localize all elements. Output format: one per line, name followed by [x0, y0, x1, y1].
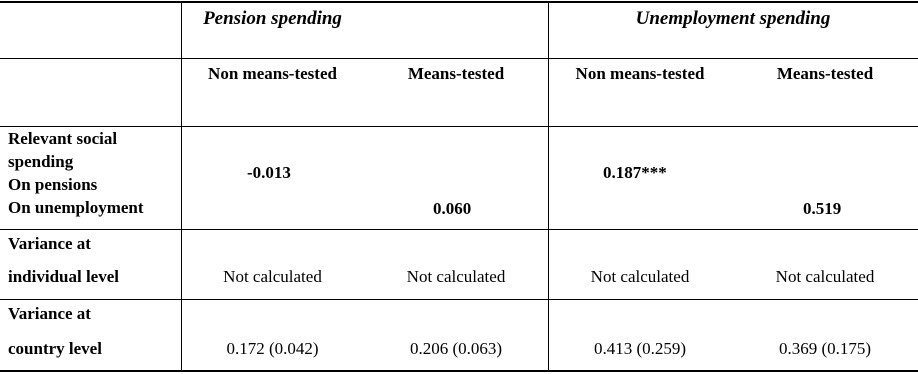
row-label-variance-country-line2: country level: [8, 339, 102, 358]
column-divider-label: [181, 2, 182, 371]
cell-variance-country-unemp-non-means: 0.413 (0.259): [593, 339, 687, 358]
cell-variance-individual-unemp-non-means: Not calculated: [590, 267, 690, 286]
cell-variance-country-pension-means: 0.206 (0.063): [409, 339, 503, 358]
subheader-unemp-means: Means-tested: [776, 64, 874, 83]
cell-relevant-pension-means: 0.060: [433, 199, 472, 218]
group-header-unemployment: Unemployment spending: [635, 8, 831, 29]
group-header-pension: Pension spending: [203, 8, 342, 29]
top-rule: [0, 1, 918, 3]
column-divider-groups: [548, 2, 549, 371]
rule-below-subheader: [0, 126, 918, 127]
subheader-pension-means: Means-tested: [407, 64, 505, 83]
cell-variance-individual-unemp-means: Not calculated: [775, 267, 875, 286]
subheader-unemp-non-means: Non means-tested: [575, 64, 705, 83]
row-label-relevant-line4: On unemployment: [8, 198, 144, 217]
rule-below-variance-individual: [0, 299, 918, 300]
cell-relevant-pension-non-means: -0.013: [247, 163, 291, 182]
cell-variance-country-unemp-means: 0.369 (0.175): [778, 339, 872, 358]
bottom-rule: [0, 370, 918, 372]
rule-below-group-header: [0, 58, 918, 59]
row-label-variance-individual-line2: individual level: [8, 267, 119, 286]
cell-variance-individual-pension-means: Not calculated: [406, 267, 506, 286]
row-label-variance-individual-line1: Variance at: [8, 234, 91, 253]
row-label-relevant-line1: Relevant social: [8, 129, 118, 148]
subheader-pension-non-means: Non means-tested: [208, 64, 337, 83]
cell-variance-individual-pension-non-means: Not calculated: [223, 267, 322, 286]
cell-relevant-unemp-non-means: 0.187***: [603, 163, 667, 182]
cell-relevant-unemp-means: 0.519: [803, 199, 842, 218]
row-label-relevant-line2: spending: [8, 152, 74, 171]
cell-variance-country-pension-non-means: 0.172 (0.042): [226, 339, 319, 358]
row-label-relevant-line3: On pensions: [8, 175, 98, 194]
rule-below-relevant: [0, 229, 918, 230]
row-label-variance-country-line1: Variance at: [8, 304, 91, 323]
